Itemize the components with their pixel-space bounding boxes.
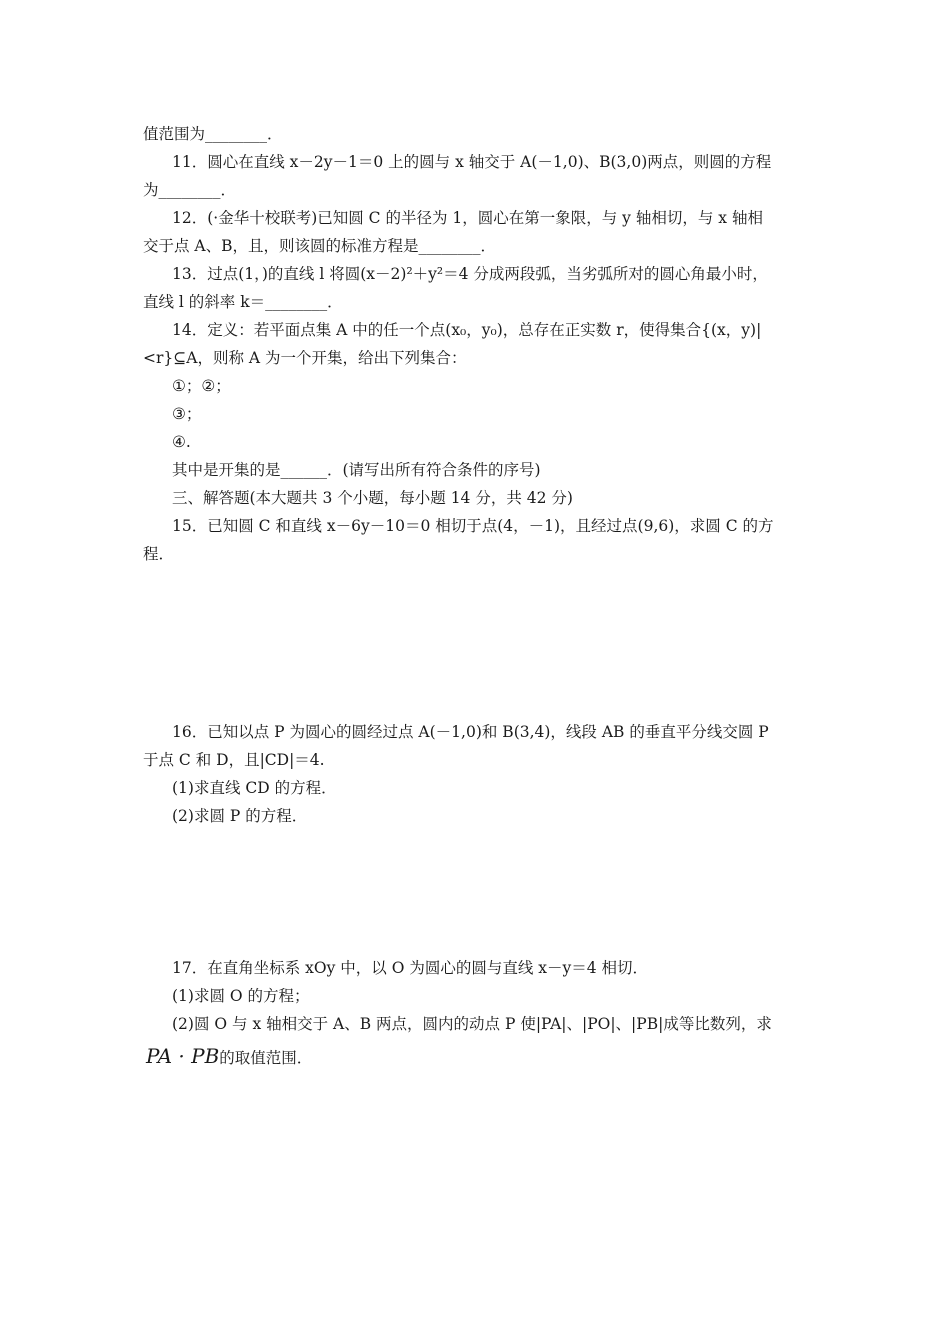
q13-line2: 直线 l 的斜率 k＝________． [143, 293, 343, 311]
q17-part1: (1)求圆 O 的方程； [172, 987, 310, 1005]
q16-part2: (2)求圆 P 的方程． [172, 807, 308, 825]
q12-line1: 12．(·金华十校联考)已知圆 C 的半径为 1，圆心在第一象限，与 y 轴相切，与 x 轴相 [172, 209, 763, 227]
q13-line1: 13．过点(1，)的直线 l 将圆(x－2)²＋y²＝4 分成两段弧，当劣弧所对的圆心角最小时， [172, 265, 768, 283]
vector-product-formula: PA · PB [146, 1044, 220, 1068]
q15-line2: 程． [143, 545, 175, 563]
q14-option-1-2: ①；②； [172, 377, 231, 395]
q14-line2: <r}⊆A，则称 A 为一个开集，给出下列集合： [143, 349, 467, 367]
q16-part1: (1)求直线 CD 的方程． [172, 779, 337, 797]
q14-question: 其中是开集的是______．(请写出所有符合条件的序号) [172, 461, 541, 479]
q11-line1: 11．圆心在直线 x－2y－1＝0 上的圆与 x 轴交于 A(－1,0)、B(3,0)两点，则圆的方程 [172, 153, 772, 171]
q10-continuation: 值范围为________． [143, 125, 283, 143]
q15-line1: 15．已知圆 C 和直线 x－6y－10＝0 相切于点(4，－1)，且经过点(9,6)，求圆 C 的方 [172, 517, 774, 535]
q17-part2-continuation [146, 1043, 312, 1069]
q16-line1: 16．已知以点 P 为圆心的圆经过点 A(－1,0)和 B(3,4)，线段 AB 的垂直平分线交圆 P [172, 723, 769, 741]
q14-option-3: ③； [172, 405, 202, 423]
q17-range-text: 的取值范围． [219, 1049, 313, 1067]
q14-option-4: ④. [172, 433, 191, 451]
section-heading: 三、解答题(本大题共 3 个小题，每小题 14 分，共 42 分) [172, 489, 573, 507]
q16-line2: 于点 C 和 D，且|CD|＝4. [143, 751, 325, 769]
q17-part2: (2)圆 O 与 x 轴相交于 A、B 两点，圆内的动点 P 使|PA|、|PO|、|PB|成等比数列，求 [172, 1015, 772, 1033]
q12-line2: 交于点 A、B，且，则该圆的标准方程是________． [143, 237, 497, 255]
q17-line1: 17．在直角坐标系 xOy 中，以 O 为圆心的圆与直线 x－y＝4 相切． [172, 959, 649, 977]
q14-line1: 14．定义：若平面点集 A 中的任一个点(x₀，y₀)，总存在正实数 r，使得集合{(x，y)| [172, 321, 762, 339]
q11-line2: 为________． [143, 181, 237, 199]
